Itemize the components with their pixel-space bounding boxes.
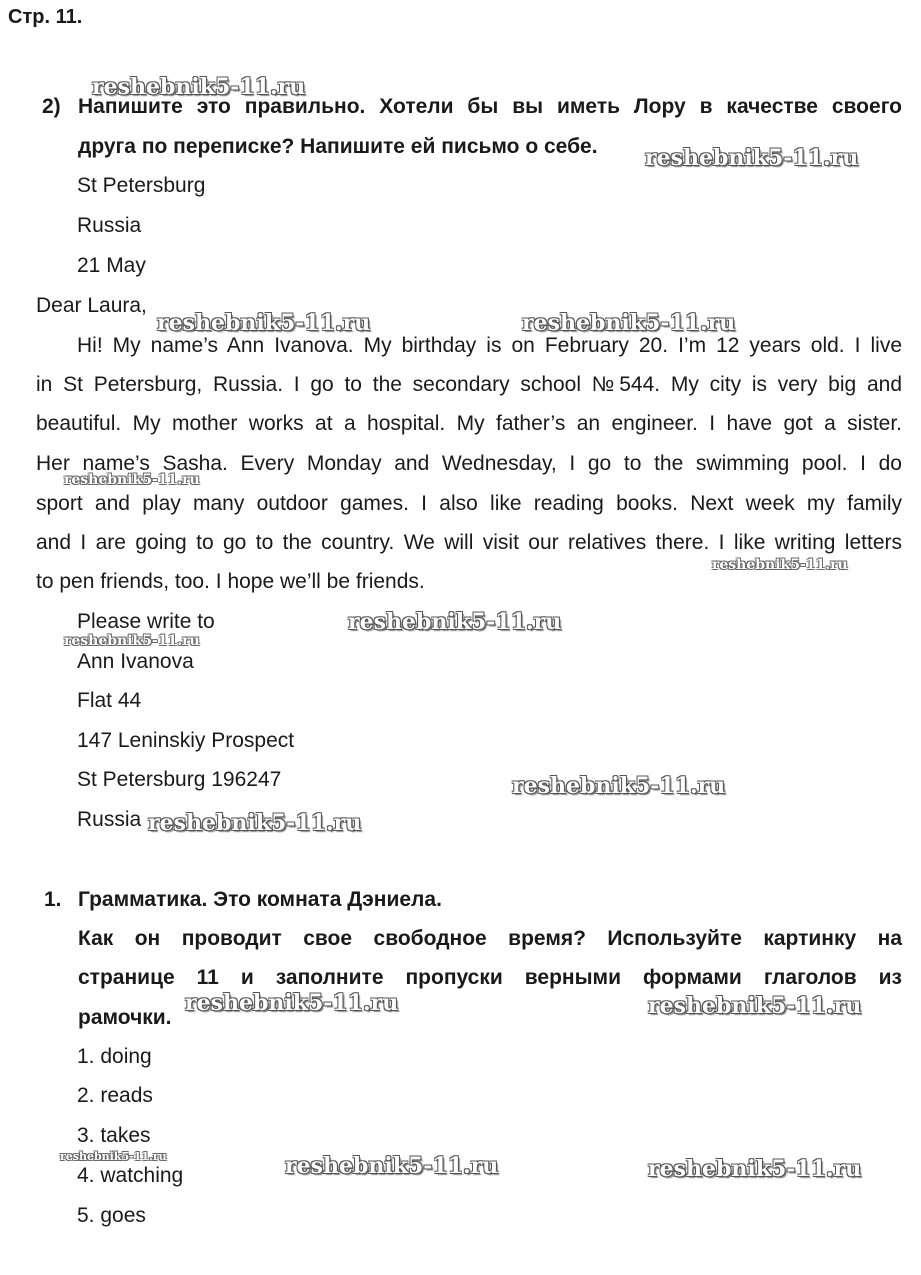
task1-heading-line2: Как он проводит свое свободное время? Используйте картинку на [78, 927, 902, 950]
watermark: reshebnik5-11.ru [60, 1150, 167, 1163]
task2-number: 2) [42, 95, 61, 118]
watermark: reshebnik5-11.ru [712, 557, 848, 573]
watermark: reshebnik5-11.ru [64, 472, 200, 488]
watermark: reshebnik5-11.ru [648, 1156, 862, 1182]
watermark: reshebnik5-11.ru [522, 310, 736, 336]
watermark: reshebnik5-11.ru [185, 990, 399, 1016]
task1-heading-line1: Грамматика. Это комната Дэниела. [78, 888, 442, 911]
return-address-line: Ann Ivanova [77, 650, 194, 673]
watermark: reshebnik5-11.ru [512, 773, 726, 799]
answer-item: 4. watching [77, 1164, 184, 1187]
return-address-line: 147 Leninskiy Prospect [77, 729, 295, 752]
watermark: reshebnik5-11.ru [645, 145, 859, 171]
letter-body-line: to pen friends, too. I hope we’ll be friends. [36, 570, 425, 593]
return-address-line: Flat 44 [77, 689, 142, 712]
task2-heading-line2: друга по переписке? Напишите ей письмо о себе. [78, 135, 598, 158]
letter-greeting: Dear Laura, [36, 294, 147, 317]
letter-body-line: and I are going to go to the country. We will visit our relatives there. I like writing letters [36, 531, 902, 554]
watermark: reshebnik5-11.ru [285, 1153, 499, 1179]
return-address-line: St Petersburg 196247 [77, 768, 282, 791]
watermark: reshebnik5-11.ru [157, 310, 371, 336]
answer-item: 5. goes [77, 1204, 146, 1227]
task2-heading-line1: Напишите это правильно. Хотели бы вы иметь Лору в качестве своего [78, 95, 902, 118]
watermark: reshebnik5-11.ru [648, 993, 862, 1019]
letter-country: Russia [77, 214, 142, 237]
task1-number: 1. [44, 888, 62, 911]
watermark: reshebnik5-11.ru [64, 633, 200, 649]
page-number: Стр. 11. [8, 6, 83, 28]
letter-body-line: beautiful. My mother works at a hospital. My father’s an engineer. I have got a sister. [36, 412, 902, 435]
letter-closing: Please write to [77, 610, 215, 633]
letter-body-line: Hi! My name’s Ann Ivanova. My birthday is on February 20. I’m 12 years old. I live [77, 334, 902, 357]
answer-item: 3. takes [77, 1124, 151, 1147]
task1-heading-line3: странице 11 и заполните пропуски верными формами глаголов из [78, 966, 902, 989]
letter-date: 21 May [77, 254, 146, 277]
letter-city: St Petersburg [77, 174, 206, 197]
watermark: reshebnik5-11.ru [148, 810, 362, 836]
letter-body-line: sport and play many outdoor games. I also like reading books. Next week my family [36, 492, 902, 515]
answer-item: 1. doing [77, 1045, 152, 1068]
return-address-line: Russia [77, 808, 142, 831]
watermark: reshebnik5-11.ru [92, 74, 306, 100]
task1-heading-line4: рамочки. [78, 1006, 172, 1029]
answer-item: 2. reads [77, 1084, 153, 1107]
letter-body-line: Her name’s Sasha. Every Monday and Wednesday, I go to the swimming pool. I do [36, 452, 902, 475]
letter-body-line: in St Petersburg, Russia. I go to the secondary school №544. My city is very big and [36, 373, 902, 396]
watermark: reshebnik5-11.ru [348, 609, 562, 635]
